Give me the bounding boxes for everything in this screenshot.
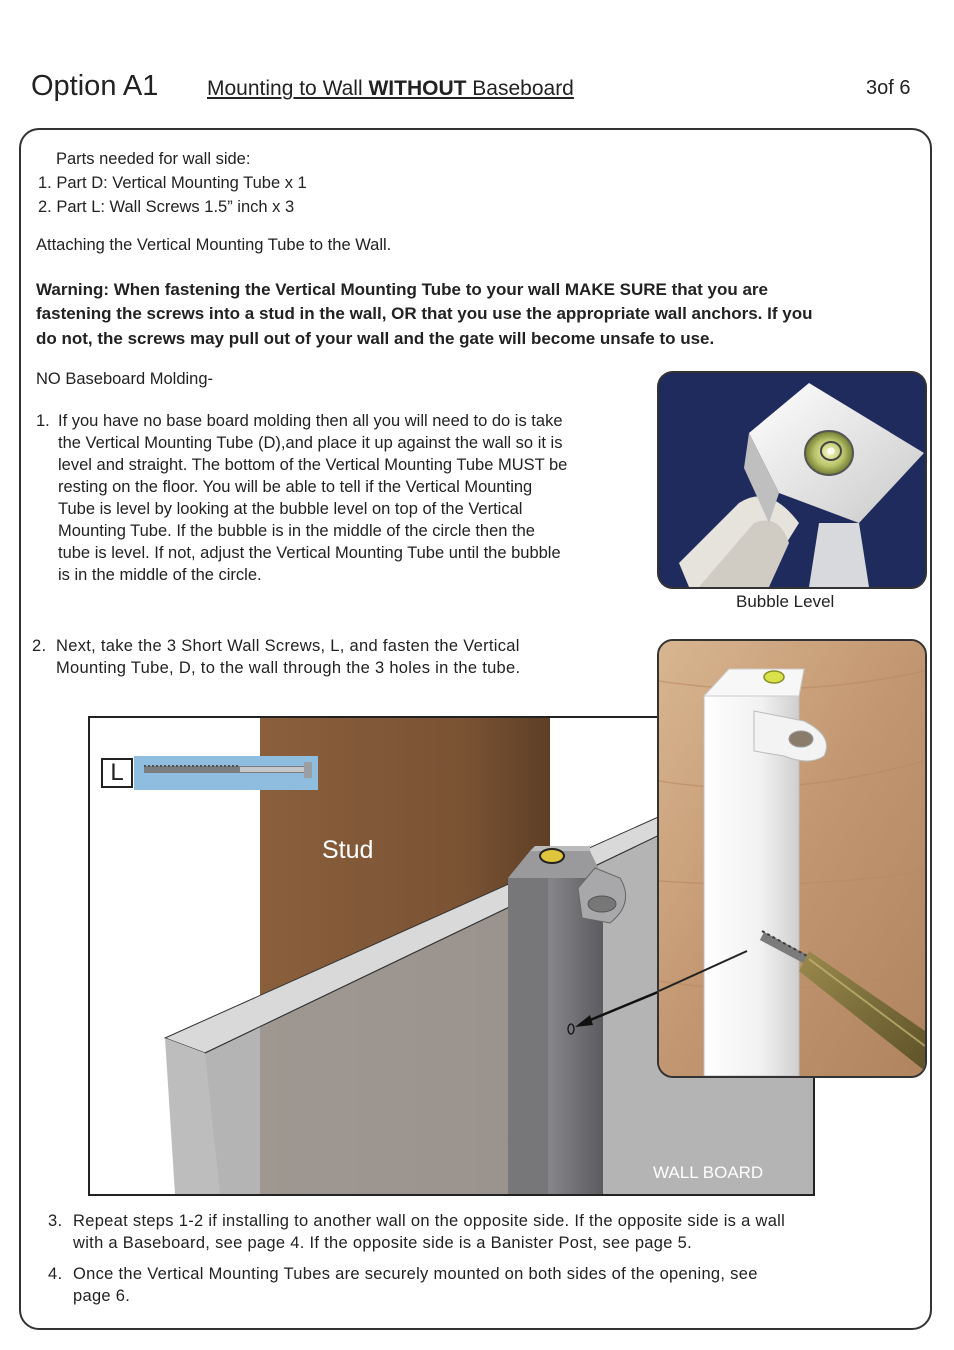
bubble-level-caption: Bubble Level: [736, 592, 835, 611]
bubble-level-photo: [657, 371, 927, 589]
step-4: [48, 1263, 928, 1307]
attaching-text: Attaching the Vertical Mounting Tube to the Wall.: [36, 236, 392, 254]
warning-line-1: Warning: When fastening the Vertical Mounting Tube to your wall MAKE SURE that you are: [36, 280, 768, 299]
step-1-line: the Vertical Mounting Tube (D),and place it up against the wall so it is: [58, 434, 563, 452]
step-3-number: 3.: [48, 1212, 63, 1230]
step-3-line: with a Baseboard, see page 4. If the opposite side is a Banister Post, see page 5.: [73, 1234, 692, 1252]
step-1: [36, 410, 656, 586]
warning-line-3: do not, the screws may pull out of your wall and the gate will become unsafe to use.: [36, 329, 715, 348]
step-1-line: Tube is level by looking at the bubble level on top of the Vertical: [58, 500, 523, 518]
stud-label: Stud: [322, 836, 374, 864]
step-2-line: Next, take the 3 Short Wall Screws, L, and fasten the Vertical: [56, 637, 520, 655]
step-3: [48, 1210, 928, 1254]
step-4-line: page 6.: [73, 1287, 131, 1305]
title-post: Baseboard: [466, 77, 574, 100]
title-pre: Mounting to Wall: [207, 77, 369, 100]
step-1-line: level and straight. The bottom of the Vertical Mounting Tube MUST be: [58, 456, 568, 474]
parts-heading: Parts needed for wall side:: [56, 150, 251, 168]
step-1-number: 1.: [36, 412, 50, 430]
warning-line-2: fastening the screws into a stud in the wall, OR that you use the appropriate wall anchors. If you: [36, 304, 813, 323]
step-2: [32, 635, 652, 679]
part-letter: L: [110, 759, 124, 786]
step-2-number: 2.: [32, 637, 47, 655]
title-bold: WITHOUT: [368, 77, 467, 100]
step-3-line: Repeat steps 1-2 if installing to another wall on the opposite side. If the opposite side is a wall: [73, 1212, 786, 1230]
page-number: 3of 6: [866, 77, 911, 99]
wall-board-label: WALL BOARD: [653, 1163, 764, 1182]
step-2-line: Mounting Tube, D, to the wall through the 3 holes in the tube.: [56, 659, 521, 677]
screw-photo-illustration: [659, 641, 925, 1076]
step-1-line: tube is level. If not, adjust the Vertical Mounting Tube until the bubble: [58, 544, 561, 562]
step-4-line: Once the Vertical Mounting Tubes are securely mounted on both sides of the opening, see: [73, 1265, 758, 1283]
no-baseboard-heading: NO Baseboard Molding-: [36, 370, 214, 388]
step-4-number: 4.: [48, 1265, 63, 1283]
step-1-line: If you have no base board molding then all you will need to do is take: [58, 412, 563, 430]
step-1-line: Mounting Tube. If the bubble is in the middle of the circle then the: [58, 522, 535, 540]
step-1-line: is in the middle of the circle.: [58, 566, 262, 584]
step-1-line: resting on the floor. You will be able to tell if the Vertical Mounting: [58, 478, 533, 496]
tube-bubble-level: [540, 849, 564, 863]
option-title: Option A1: [31, 70, 159, 102]
parts-item-1: 1. Part D: Vertical Mounting Tube x 1: [38, 174, 307, 192]
parts-item-2: 2. Part L: Wall Screws 1.5” inch x 3: [38, 198, 295, 216]
bubble-level-illustration: [659, 373, 925, 587]
section-title: [207, 77, 574, 101]
screw-photo: [657, 639, 927, 1078]
